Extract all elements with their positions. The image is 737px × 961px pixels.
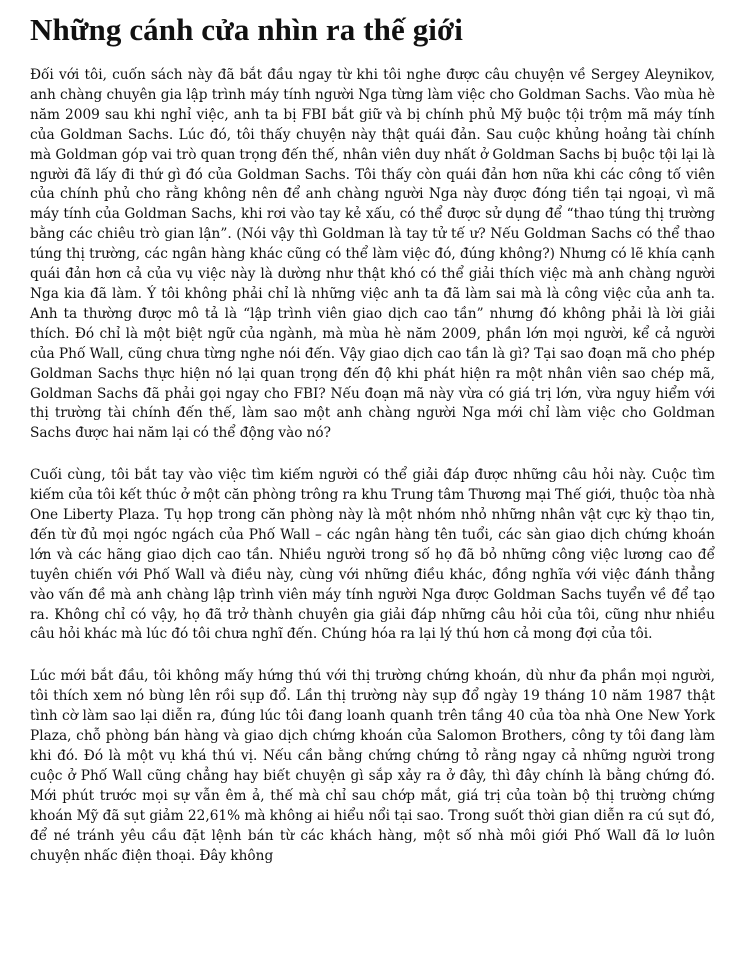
chapter-title: Những cánh cửa nhìn ra thế giới bbox=[30, 12, 463, 47]
paragraph-market-crash: Lúc mới bắt đầu, tôi không mấy hứng thú với thị trường chứng khoán, dù như đa phần mọi người, tôi thích xem nó bùng lên rồi sụp đổ. Lần thị trường này sụp đổ ngày 19 tháng 10 năm 1987 thật tình cờ làm sao lại diễn ra, đúng lúc tôi đang loanh quanh trên tầng 40 của tòa nhà One New York Plaza, chỗ phòng bán hàng và giao dịch chứng khoán của Salomon Brothers, công ty tôi đang làm khi đó. Đó là một vụ khá thú vị. Nếu cần bằng chứng chứng tỏ rằng ngay cả những người trong cuộc ở Phố Wall cũng chẳng hay biết chuyện gì sắp xảy ra ở đây, thì đây chính là bằng chứng đó. Mới phút trước mọi sự vẫn êm ả, thế mà chỉ sau chớp mắt, giá trị của toàn bộ thị trường chứng khoán Mỹ đã sụt giảm 22,61% mà không ai hiểu nổi tại sao. Trong suốt thời gian diễn ra cú sụt đó, để né tránh yêu cầu đặt lệnh bán từ các khách hàng, một số nhà môi giới Phố Wall đã lơ luôn chuyện nhấc điện thoại. Đây không bbox=[30, 668, 715, 864]
paragraph-intro: Đối với tôi, cuốn sách này đã bắt đầu ngay từ khi tôi nghe được câu chuyện về Sergey Aleynikov, anh chàng chuyên gia lập trình máy tính người Nga từng làm việc cho Goldman Sachs. Vào mùa hè năm 2009 sau khi nghỉ việc, anh ta bị FBI bắt giữ và bị chính phủ Mỹ buộc tội trộm mã máy tính của Goldman Sachs. Lúc đó, tôi thấy chuyện này thật quái đản. Sau cuộc khủng hoảng tài chính mà Goldman góp vai trò quan trọng đến thế, nhân viên duy nhất ở Goldman Sachs bị buộc tội lại là người đã lấy đi thứ gì đó của Goldman Sachs. Tôi thấy còn quái đản hơn nữa khi các công tố viên của chính phủ cho rằng không nên để anh chàng người Nga này được đóng tiền tại ngoại, vì mã máy tính của Goldman Sachs, khi rơi vào tay kẻ xấu, có thể được sử dụng để “thao túng thị trường bằng các chiêu trò gian lận”. (Nói vậy thì Goldman là tay tử tế ư? Nếu Goldman Sachs có thể thao túng thị trường, các ngân hàng khác cũng có thể làm việc đó, đúng không?) Nhưng có lẽ khía cạnh quái đản hơn cả của vụ việc này là dường như thật khó có thể giải thích việc mà anh chàng người Nga kia đã làm. Ý tôi không phải chỉ là những việc anh ta đã làm sai mà là công việc của anh ta. Anh ta thường được mô tả là “lập trình viên giao dịch cao tần” nhưng đó không phải là lời giải thích. Đó chỉ là một biệt ngữ của ngành, mà mùa hè năm 2009, phần lớn mọi người, kể cả người của Phố Wall, cũng chưa từng nghe nói đến. Vậy giao dịch cao tần là gì? Tại sao đoạn mã cho phép Goldman Sachs thực hiện nó lại quan trọng đến độ khi phát hiện ra một nhân viên sao chép mã, Goldman Sachs đã phải gọi ngay cho FBI? Nếu đoạn mã này vừa có giá trị lớn, vừa nguy hiểm với thị trường tài chính đến thế, làm sao một anh chàng người Nga mới chỉ làm việc cho Goldman Sachs được hai năm lại có thể động vào nó? bbox=[30, 67, 715, 442]
paragraph-search: Cuối cùng, tôi bắt tay vào việc tìm kiếm người có thể giải đáp được những câu hỏi này. Cuộc tìm kiếm của tôi kết thúc ở một căn phòng trông ra khu Trung tâm Thương mại Thế giới, thuộc tòa nhà One Liberty Plaza. Tụ họp trong căn phòng này là một nhóm nhỏ những nhân vật cực kỳ thạo tin, đến từ đủ mọi ngóc ngách của Phố Wall – các ngân hàng tên tuổi, các sàn giao dịch chứng khoán lớn và các hãng giao dịch cao tần. Nhiều người trong số họ đã bỏ những công việc lương cao để tuyên chiến với Phố Wall và điều này, cùng với những điều khác, đồng nghĩa với việc đánh thẳng vào vấn đề mà anh chàng lập trình viên máy tính người Nga được Goldman Sachs tuyển về để tạo ra. Không chỉ có vậy, họ đã trở thành chuyên gia giải đáp những câu hỏi của tôi, cũng như nhiều câu hỏi khác mà lúc đó tôi chưa nghĩ đến. Chúng hóa ra lại lý thú hơn cả mong đợi của tôi. bbox=[30, 467, 715, 643]
